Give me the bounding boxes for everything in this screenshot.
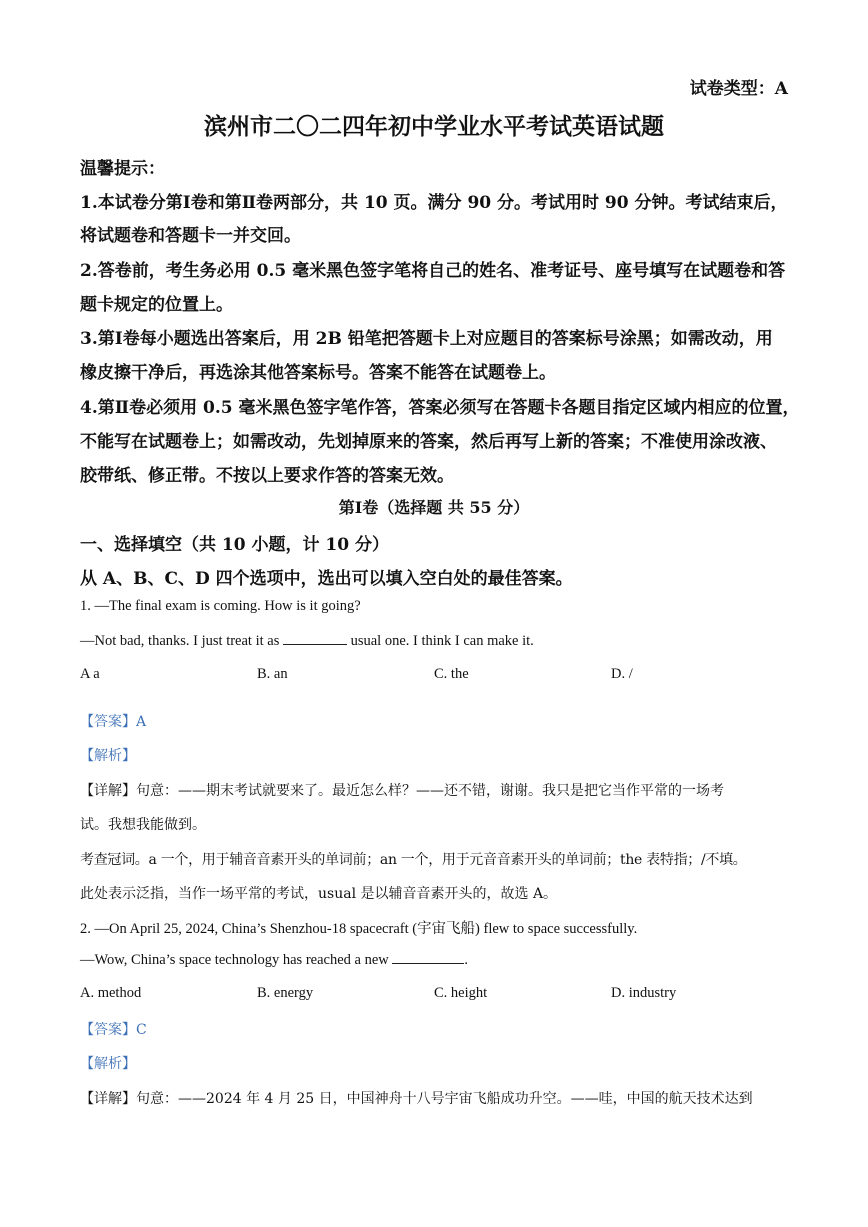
- option-c: C. the: [434, 666, 469, 682]
- option-a: A a: [80, 666, 100, 682]
- option-d: D. /: [611, 666, 633, 682]
- section-title: 一、选择填空（共 10 小题，计 10 分）: [80, 535, 389, 555]
- analysis-label: 【解析】: [80, 1056, 136, 1072]
- notice-line: 3.第Ⅰ卷每小题选出答案后，用 2B 铅笔把答题卡上对应题目的答案标号涂黑；如需改动，用: [80, 329, 773, 349]
- notice-line: 题卡规定的位置上。: [80, 295, 233, 315]
- part-title: 第Ⅰ卷（选择题 共 55 分）: [338, 498, 530, 517]
- notice-line: 2.答卷前，考生务必用 0.5 毫米黑色签字笔将自己的姓名、准考证号、座号填写在试题卷和答: [80, 261, 786, 281]
- answer-blank: [392, 951, 464, 964]
- notice-line: 不能写在试题卷上；如需改动，先划掉原来的答案，然后再写上新的答案；不准使用涂改液、: [80, 432, 777, 452]
- question-1-stem: 1. —The final exam is coming. How is it going?: [80, 598, 361, 614]
- question-1-text-after: usual one. I think I can make it.: [346, 633, 534, 649]
- question-1-text-before: —Not bad, thanks. I just treat it as: [80, 633, 283, 649]
- detail-line: 此处表示泛指，当作一场平常的考试，usual 是以辅音音素开头的，故选 A。: [80, 886, 558, 902]
- analysis-label: 【解析】: [80, 748, 136, 764]
- option-c: C. height: [434, 985, 488, 1001]
- section-instruction: 从 A、B、C、D 四个选项中，选出可以填入空白处的最佳答案。: [80, 569, 573, 589]
- option-d: D. industry: [611, 985, 677, 1001]
- answer-label: 【答案】A: [80, 714, 147, 730]
- notice-line: 胶带纸、修正带。不按以上要求作答的答案无效。: [80, 466, 454, 486]
- notice-line: 1.本试卷分第Ⅰ卷和第Ⅱ卷两部分，共 10 页。满分 90 分。考试用时 90 分钟。考试结束后，: [80, 193, 788, 213]
- question-1-dialogue: [80, 632, 534, 650]
- paper-type: 试卷类型：A: [689, 79, 788, 99]
- option-b: B. energy: [257, 985, 314, 1001]
- detail-line: 考查冠词。a 一个，用于辅音音素开头的单词前；an 一个，用于元音音素开头的单词前；the 表特指；/不填。: [80, 852, 747, 868]
- question-2-stem: 2. —On April 25, 2024, China’s Shenzhou-18 spacecraft (宇宙飞船) flew to space successfully.: [80, 921, 638, 937]
- notice-heading: 温馨提示：: [80, 159, 165, 179]
- detail-line: 【详解】句意：——期末考试就要来了。最近怎么样？——还不错，谢谢。我只是把它当作平常的一场考: [80, 783, 724, 799]
- notice-line: 4.第Ⅱ卷必须用 0.5 毫米黑色签字笔作答，答案必须写在答题卡各题目指定区域内相应的位置，: [80, 398, 800, 418]
- option-a: A. method: [80, 985, 142, 1001]
- detail-line: 试。我想我能做到。: [80, 817, 206, 833]
- option-b: B. an: [257, 666, 288, 682]
- notice-line: 将试题卷和答题卡一并交回。: [80, 226, 301, 246]
- page-title: 滨州市二〇二四年初中学业水平考试英语试题: [204, 113, 664, 140]
- question-2-text-before: —Wow, China’s space technology has reached a new: [80, 952, 393, 968]
- notice-line: 橡皮擦干净后，再选涂其他答案标号。答案不能答在试题卷上。: [80, 363, 556, 383]
- detail-line: 【详解】句意：——2024 年 4 月 25 日，中国神舟十八号宇宙飞船成功升空。——哇，中国的航天技术达到: [80, 1091, 753, 1107]
- question-2-dialogue: [80, 951, 468, 969]
- answer-label: 【答案】C: [80, 1022, 147, 1038]
- answer-blank: [283, 632, 347, 645]
- question-2-text-after: .: [464, 952, 468, 968]
